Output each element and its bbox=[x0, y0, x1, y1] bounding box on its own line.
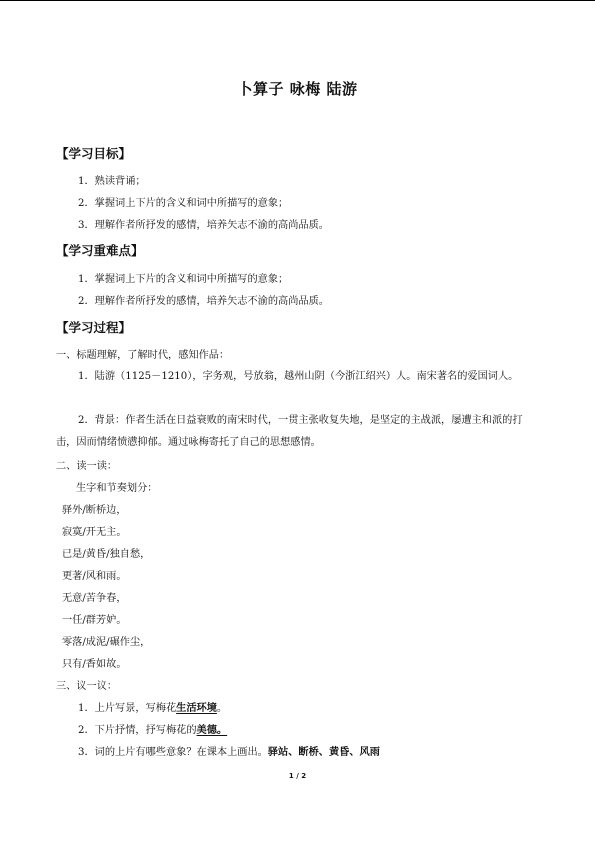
keypoints-heading: 【学习重难点】 bbox=[56, 243, 144, 258]
keypoint-item-1: 1．掌握词上下片的含义和词中所描写的意象； bbox=[78, 274, 289, 285]
poem-line: 只有/香如故。 bbox=[62, 659, 127, 670]
question-3-text: 3．词的上片有哪些意象？在课本上画出。 bbox=[78, 747, 268, 758]
section1-paragraph-2: 2．背景：作者生活在日益衰败的南宋时代，一贯主张收复失地，是坚定的主战派，屡遭主和派的打击，因而情绪愤懑抑郁。通过咏梅寄托了自己的思想感情。 bbox=[56, 415, 523, 448]
process-heading: 【学习过程】 bbox=[56, 320, 132, 335]
top-rule bbox=[0, 0, 595, 1]
keypoint-item-2: 2．理解作者所抒发的感情，培养矢志不渝的高尚品质。 bbox=[78, 296, 329, 307]
page-number: 1 / 2 bbox=[288, 772, 307, 780]
question-2 bbox=[78, 723, 227, 738]
goal-item-1: 1．熟读背诵； bbox=[78, 176, 146, 187]
poem-line: 无意/苦争春， bbox=[62, 593, 127, 604]
poem-line: 零落/成泥/碾作尘， bbox=[62, 637, 151, 648]
section1-paragraph-1: 1．陆游（1125－1210），字务观，号放翁，越州山阴（今浙江绍兴）人。南宋著名的爱国词人。 bbox=[78, 371, 519, 382]
poem-line: 已是/黄昏/独自愁， bbox=[62, 549, 151, 560]
section3-title: 三、议一议： bbox=[56, 681, 118, 692]
question-1-text: 1．上片写景，写梅花 bbox=[78, 703, 177, 714]
goal-item-2: 2．掌握词上下片的含义和词中所描写的意象； bbox=[78, 198, 289, 209]
question-2-text: 2．下片抒情，抒写梅花的 bbox=[78, 725, 197, 736]
question-2-answer: 美德。 bbox=[196, 724, 228, 736]
question-3-answer: 驿站、断桥、黄昏、风雨 bbox=[267, 746, 380, 758]
section1-title: 一、标题理解，了解时代，感知作品： bbox=[56, 350, 230, 361]
goal-item-3: 3．理解作者所抒发的感情，培养矢志不渝的高尚品质。 bbox=[78, 220, 329, 231]
poem-line: 寂寞/开无主。 bbox=[62, 527, 127, 538]
question-3 bbox=[78, 745, 380, 760]
poem-line: 驿外/断桥边， bbox=[62, 505, 127, 516]
document-title: 卜算子 咏梅 陆游 bbox=[237, 80, 358, 98]
question-1 bbox=[78, 701, 227, 716]
question-1-answer: 生活环境 bbox=[176, 702, 217, 714]
section2-subtitle: 生字和节奏划分： bbox=[76, 483, 158, 494]
poem-line: 一任/群芳妒。 bbox=[62, 615, 127, 626]
section2-title: 二、读一读： bbox=[56, 461, 118, 472]
poem-line: 更著/风和雨。 bbox=[62, 571, 127, 582]
goals-heading: 【学习目标】 bbox=[56, 146, 132, 161]
question-1-suffix: 。 bbox=[216, 703, 228, 714]
